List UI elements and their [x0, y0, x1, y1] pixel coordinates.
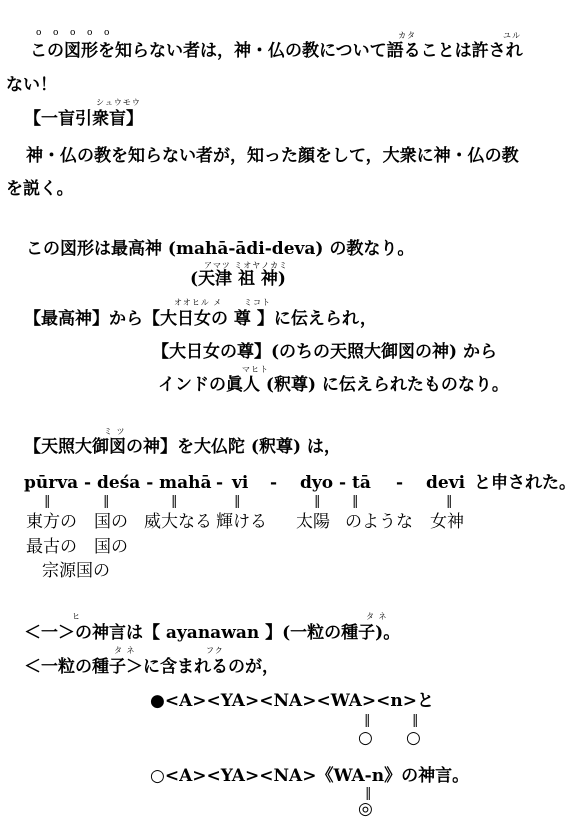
- paragraph-1-line-2: ない！: [6, 75, 57, 95]
- sanskrit-term: pūrva - deśa - mahā: [24, 473, 212, 493]
- equivalence-mark: ‖: [364, 713, 371, 728]
- paragraph-3-line-1: この図形は最高神 (mahā-ādi-deva) の教なり。: [26, 239, 415, 259]
- ruby-yuru: ユル: [503, 31, 521, 40]
- paragraph-2-line-1: 神・仏の教を知らない者が，知った顔をして，大衆に神・仏の教: [26, 146, 519, 166]
- circle-symbol: ○: [358, 728, 373, 748]
- ruby-shuumou: シュウモウ: [96, 98, 141, 107]
- bullet-line-1: ●<A><YA><NA><WA><n>と: [150, 691, 434, 711]
- gloss-word: 女神: [430, 512, 464, 532]
- equivalence-mark: ‖: [352, 494, 359, 509]
- emphasis-dot: o: [36, 28, 42, 38]
- equivalence-mark: ‖: [171, 494, 178, 509]
- ruby-mahito: マヒト: [242, 365, 269, 374]
- gloss-line-2: 最古の 国の: [26, 537, 128, 557]
- gloss-word: のような: [345, 512, 413, 532]
- sanskrit-dash: -: [270, 473, 278, 493]
- equivalence-mark: ‖: [103, 494, 110, 509]
- equivalence-mark: ‖: [314, 494, 321, 509]
- sanskrit-term: vi: [232, 473, 249, 493]
- ruby-mitsu: ミ ツ: [104, 427, 126, 436]
- paragraph-4-line-3: インドの眞人 (釈尊) に伝えられたものなり。: [158, 375, 509, 395]
- equivalence-mark: ‖: [412, 713, 419, 728]
- gloss-line-3: 宗源国の: [42, 561, 110, 581]
- paragraph-3-line-2: (天津 祖 神): [190, 269, 286, 289]
- paragraph-6-line-2: ＜一粒の種子＞に含まれるのが，: [24, 657, 279, 677]
- emphasis-dot: o: [53, 28, 59, 38]
- ruby-oohirume: オオヒル メ: [174, 298, 223, 307]
- paragraph-5-line-1: 【天照大御図の神】を大仏陀 (釈尊) は，: [24, 437, 341, 457]
- sanskrit-dash: -: [396, 473, 404, 493]
- sanskrit-term: dyo - tā: [300, 473, 371, 493]
- heading-ichimou: 【一盲引衆盲】: [24, 109, 143, 129]
- equivalence-mark: ‖: [234, 494, 241, 509]
- circle-symbol: ○: [406, 728, 421, 748]
- ruby-amatsu: アマツ ミオヤノカミ: [204, 261, 289, 270]
- equivalence-mark: ‖: [44, 494, 51, 509]
- gloss-word: 国の: [94, 512, 128, 532]
- paragraph-4-line-2: 【大日女の尊】(のちの天照大御図の神) から: [152, 342, 498, 362]
- ruby-tane-2: タ ネ: [114, 646, 136, 655]
- ruby-tane: タ ネ: [366, 612, 388, 621]
- paragraph-4-line-1: 【最高神】から【大日女の 尊 】に伝えられ，: [24, 309, 377, 329]
- bullet-line-2: ○<A><YA><NA>《WA-n》の神言。: [150, 766, 470, 786]
- paragraph-1-line-1: この図形を知らない者は，神・仏の教について語ることは許され: [30, 41, 523, 61]
- ruby-kata: カタ: [398, 31, 416, 40]
- paragraph-2-line-2: を説く。: [6, 179, 74, 199]
- ruby-mikoto: ミコト: [244, 298, 271, 307]
- double-circle-symbol: ◎: [358, 799, 373, 819]
- gloss-word: 太陽: [296, 512, 330, 532]
- sanskrit-dash: -: [216, 473, 224, 493]
- ruby-fuku: フク: [206, 646, 224, 655]
- ruby-hi: ヒ: [72, 612, 81, 621]
- emphasis-dot: o: [104, 28, 110, 38]
- gloss-word: 東方の: [26, 512, 77, 532]
- emphasis-dot: o: [87, 28, 93, 38]
- paragraph-6-line-1: ＜一＞の神言は【 ayanawan 】(一粒の種子)。: [24, 623, 401, 643]
- gloss-word: 輝ける: [216, 512, 267, 532]
- sanskrit-suffix: と申された。: [474, 473, 576, 493]
- emphasis-dot: o: [70, 28, 76, 38]
- sanskrit-term: devi: [426, 473, 466, 493]
- equivalence-mark: ‖: [446, 494, 453, 509]
- gloss-word: 威大なる: [144, 512, 212, 532]
- equivalence-mark: ‖: [365, 786, 372, 801]
